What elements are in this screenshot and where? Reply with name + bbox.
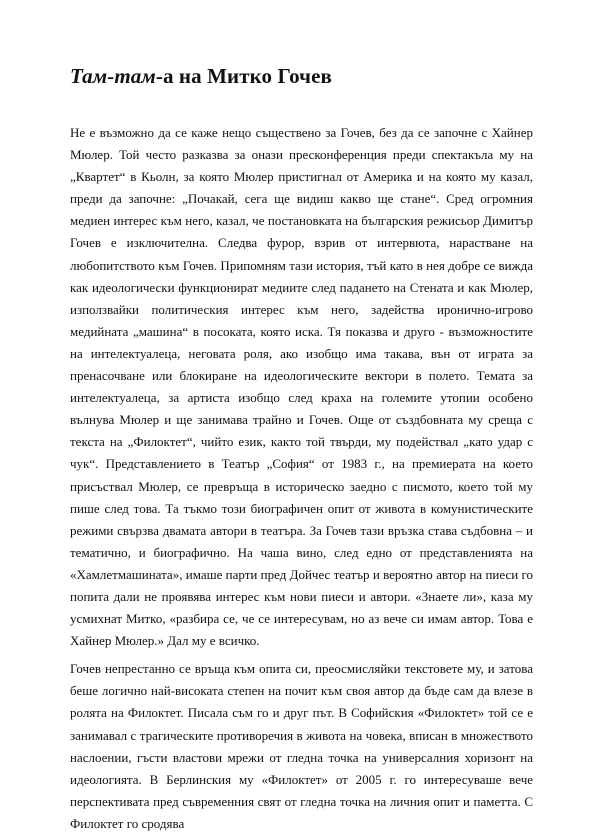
paragraph: Гочев непрестанно се връща към опита си, преосмисляйки текстовете му, и затова беше логично най-високата степен на почит към своя автор да бъде сам да влезе в ролята на Филоктет. Писала съм го и друг път. В Софийския «Филоктет» той се е занимавал с трагическите противоречия в живота на човека, вписан в множеството наслоении, гъсти властови мрежи от гледна точка на универсалния хоризонт на идеологията. В Берлинския му «Филоктет» от 2005 г. го интересуваше вече перспективата пред съвременния свят от гледна точка на личния опит и паметта. С Филоктет го сродява — [70, 661, 533, 831]
article-title-italic: Там-там — [70, 64, 156, 88]
article-title-rest: -а на Митко Гочев — [155, 64, 332, 88]
article-title — [70, 62, 332, 90]
article-body — [70, 122, 533, 835]
paragraph: Не е възможно да се каже нещо съществено за Гочев, без да се започне с Хайнер Мюлер. Той често разказва за онази пресконференция преди спектакъла му на „Квартет“ в Кьолн, за която Мюлер пристигнал от Америка и на която му казал, преди да започне: „Почакай, сега ще видиш какво ще стане“. Сред огромния медиен интерес към него, казал, че постановката на българския режисьор Димитър Гочев е изключителна. Следва фурор, взрив от интервюта, нарастване на любопитството към Гочев. Припомням тази история, тъй като в нея добре се вижда как идеологически функционират медиите след падането на Стената и как Мюлер, използвайки политическия интерес към него, задейства иронично-игрово медийната „машина“ в посоката, която иска. Тя показва и друго - възможностите на интелектуалеца, неговата роля, ако изобщо има такава, вън от играта за пренасочване или блокиране на идеологическите вектори в полето. Темата за интелектуалеца, за артиста изобщо след краха на големите утопии особено вълнува Мюлер и ще занимава трайно и Гочев. Още от създбовната му среща с текста на „Филоктет“, чийто език, както той твърди, му подействал „като удар с чук“. Представлението в Театър „София“ от 1983 г., на премиерата на което присъствал Мюлер, се превръща в историческо заедно с писмото, което той му пише след това. Та тъкмо този биографичен опит от живота в комунистическите режими свързва двамата автори в театъра. За Гочев тази връзка става съдбовна – и тематично, и биографично. На чаша вино, след едно от представленията на «Хамлетмашината», имаше парти пред Дойчес театър и вероятно автор на пиеси го попита дали не проявява интерес към нови пиеси и автори. «Знаете ли», каза му усмихнат Митко, «разбира се, че се интересувам, но аз вече си имам автор. Това е Хайнер Мюлер.» Дал му е всичко. — [70, 125, 533, 649]
